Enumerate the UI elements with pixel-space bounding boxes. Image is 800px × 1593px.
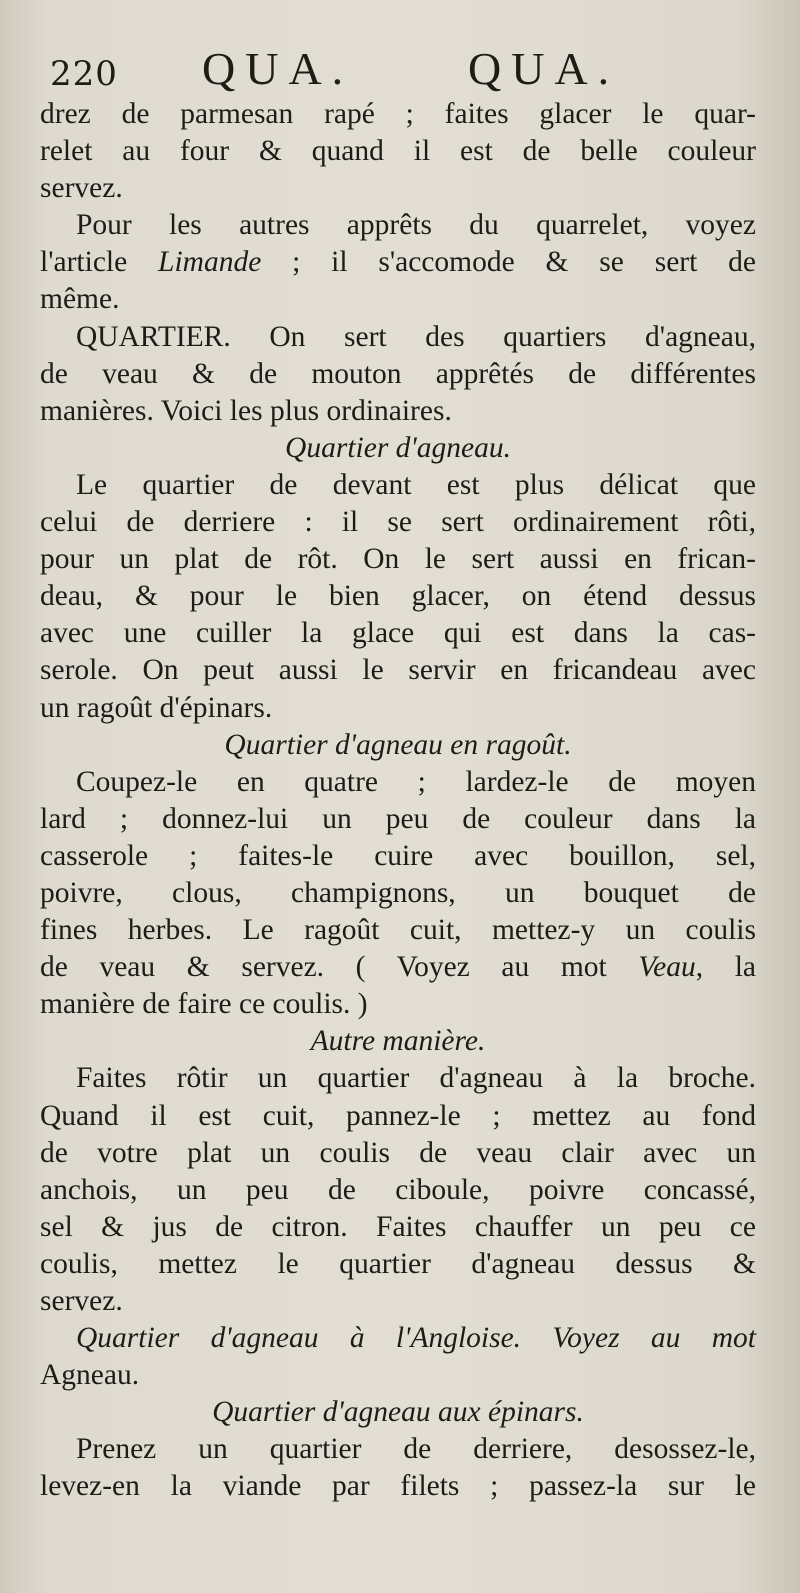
text-line: [40, 504, 756, 541]
text-line: [40, 1209, 756, 1246]
line-text: manière de faire ce coulis. ): [40, 988, 368, 1021]
text-line: [40, 281, 756, 318]
line-text: deau, & pour le bien glacer, on étend dessus: [40, 580, 756, 613]
text-line: [40, 986, 756, 1023]
line-text: casserole ; faites-le cuire avec bouillon, sel,: [40, 839, 756, 872]
line-text: Quartier d'agneau.: [285, 431, 511, 464]
line-text: de votre plat un coulis de veau clair avec un: [40, 1136, 756, 1169]
page-body-text: [40, 96, 756, 1506]
text-line: [40, 690, 756, 727]
text-line: [40, 1320, 756, 1357]
text-line: [40, 912, 756, 949]
text-line: [40, 1357, 756, 1394]
text-line: [40, 1431, 756, 1468]
line-text: anchois, un peu de ciboule, poivre concassé,: [40, 1173, 756, 1206]
text-line: [40, 838, 756, 875]
text-line: [40, 652, 756, 689]
line-text: sel & jus de citron. Faites chauffer un peu ce: [40, 1210, 756, 1243]
line-text: celui de derriere : il se sert ordinairement rôti,: [40, 506, 756, 539]
line-text: Quand il est cuit, pannez-le ; mettez au fond: [40, 1099, 756, 1132]
subheading-line: [40, 727, 756, 764]
italic-text: Quartier d'agneau à l'Angloise. Voyez au mot: [76, 1322, 756, 1355]
text-line: [40, 541, 756, 578]
text-line: [40, 1135, 756, 1172]
left-keyword: QUA.: [202, 43, 354, 94]
subheading-line: [40, 1394, 756, 1431]
text-line: [40, 801, 756, 838]
line-text: drez de parmesan rapé ; faites glacer le quar-: [40, 98, 756, 130]
text-line: [40, 875, 756, 912]
line-text: poivre, clous, champignons, un bouquet de: [40, 876, 756, 909]
line-text: pour un plat de rôt. On le sert aussi en frican-: [40, 543, 756, 576]
running-head: [50, 40, 750, 100]
line-text: coulis, mettez le quartier d'agneau dessus &: [40, 1247, 756, 1280]
line-text: Le quartier de devant est plus délicat que: [76, 468, 756, 501]
line-text: un ragoût d'épinars.: [40, 691, 273, 724]
line-text: levez-en la viande par filets ; passez-la sur le: [40, 1470, 756, 1503]
text-line: [40, 96, 756, 133]
text-line: [40, 1098, 756, 1135]
line-text: Faites rôtir un quartier d'agneau à la broche.: [76, 1062, 756, 1095]
line-text: Pour les autres apprêts du quarrelet, voyez: [76, 209, 756, 242]
text-line: [40, 467, 756, 504]
text-line: [40, 393, 756, 430]
text-line: [40, 133, 756, 170]
line-text: servez.: [40, 1285, 123, 1317]
line-text: lard ; donnez-lui un peu de couleur dans la: [40, 802, 756, 835]
italic-text: Limande: [158, 246, 262, 279]
right-keyword: QUA.: [468, 43, 620, 94]
line-text: de veau & servez. ( Voyez au mot: [40, 951, 639, 984]
text-line: [40, 764, 756, 801]
line-text: Autre manière.: [310, 1025, 486, 1058]
text-line: [40, 356, 756, 393]
subheading-line: [40, 430, 756, 467]
text-line: [40, 578, 756, 615]
line-text: serole. On peut aussi le servir en fricandeau avec: [40, 654, 756, 687]
line-text: Quartier d'agneau aux épinars.: [212, 1396, 584, 1429]
page-number: 220: [50, 54, 118, 94]
text-line: [40, 1172, 756, 1209]
line-text: QUARTIER. On sert des quartiers d'agneau,: [76, 320, 756, 353]
line-text: relet au four & quand il est de belle couleur: [40, 135, 756, 168]
text-line: [40, 207, 756, 244]
italic-text: Veau: [638, 951, 696, 984]
text-line: [40, 319, 756, 356]
line-text: même.: [40, 283, 120, 316]
line-text: Agneau.: [40, 1359, 140, 1392]
line-text: Coupez-le en quatre ; lardez-le de moyen: [76, 765, 756, 798]
line-text: l'article: [40, 246, 159, 279]
line-text: Prenez un quartier de derriere, desossez-le,: [76, 1433, 756, 1466]
text-line: [40, 244, 756, 281]
text-line: [40, 1060, 756, 1097]
line-text: manières. Voici les plus ordinaires.: [40, 394, 452, 427]
text-line: [40, 1283, 756, 1320]
line-text: avec une cuiller la glace qui est dans la cas-: [40, 617, 756, 650]
line-text: servez.: [40, 172, 123, 205]
line-text: de veau & de mouton apprêtés de différentes: [40, 357, 756, 390]
subheading-line: [40, 1023, 756, 1060]
text-line: [40, 1468, 756, 1505]
line-text: Quartier d'agneau en ragoût.: [224, 728, 572, 761]
line-text: fines herbes. Le ragoût cuit, mettez-y un coulis: [40, 914, 756, 947]
text-line: [40, 615, 756, 652]
line-text: ; il s'accomode & se sert de: [261, 246, 756, 279]
text-line: [40, 1246, 756, 1283]
text-line: [40, 170, 756, 207]
line-text: , la: [695, 951, 756, 984]
text-line: [40, 949, 756, 986]
